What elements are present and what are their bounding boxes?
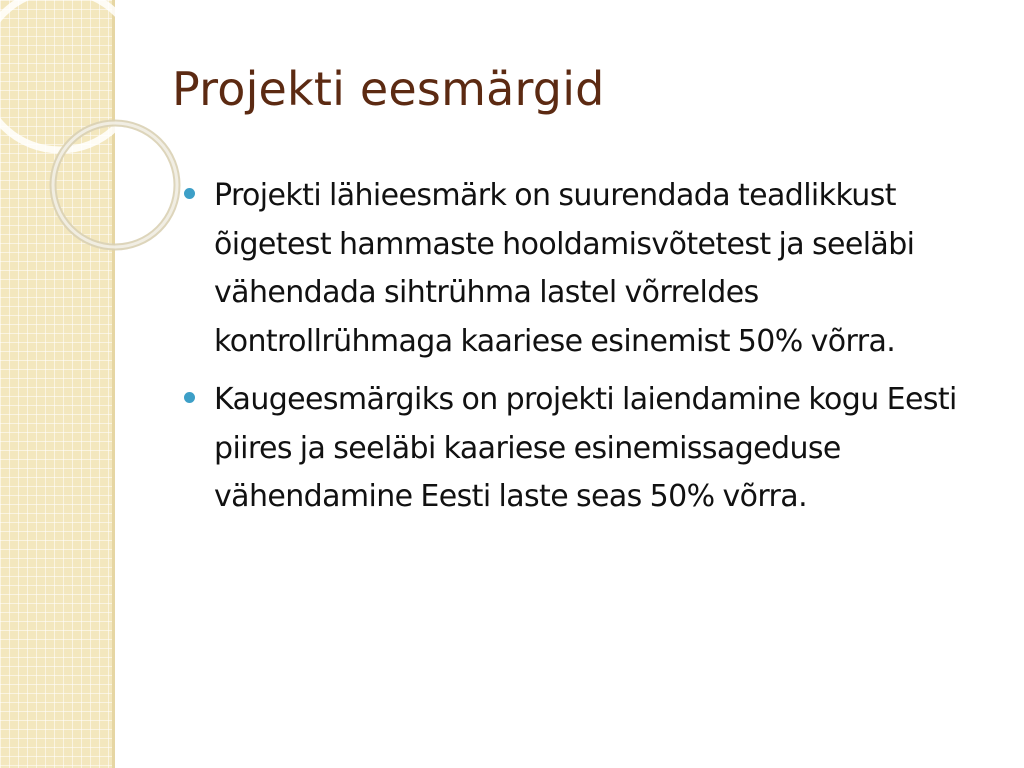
- bullet-item: [182, 172, 992, 366]
- decor-circle-small-inner: [53, 123, 177, 247]
- bullet-text: Kaugeesmärgiks on projekti laiendamine kogu Eesti piires ja seeläbi kaariese esinemissageduse vähendamine Eesti laste seas 50% võrra.: [214, 382, 957, 514]
- bullet-item: [182, 376, 992, 522]
- decor-circle-large: [0, 0, 140, 150]
- decorative-circles: [0, 0, 200, 260]
- bullet-list: [182, 172, 992, 532]
- bullet-dot-icon: [184, 392, 195, 403]
- bullet-text: Projekti lähieesmärk on suurendada teadlikkust õigetest hammaste hooldamisvõtetest ja seeläbi vähendada sihtrühma lastel võrreldes kontrollrühmaga kaariese esinemist 50% võrra.: [214, 178, 915, 359]
- bullet-dot-icon: [184, 188, 195, 199]
- slide-title: Projekti eesmärgid: [172, 62, 605, 116]
